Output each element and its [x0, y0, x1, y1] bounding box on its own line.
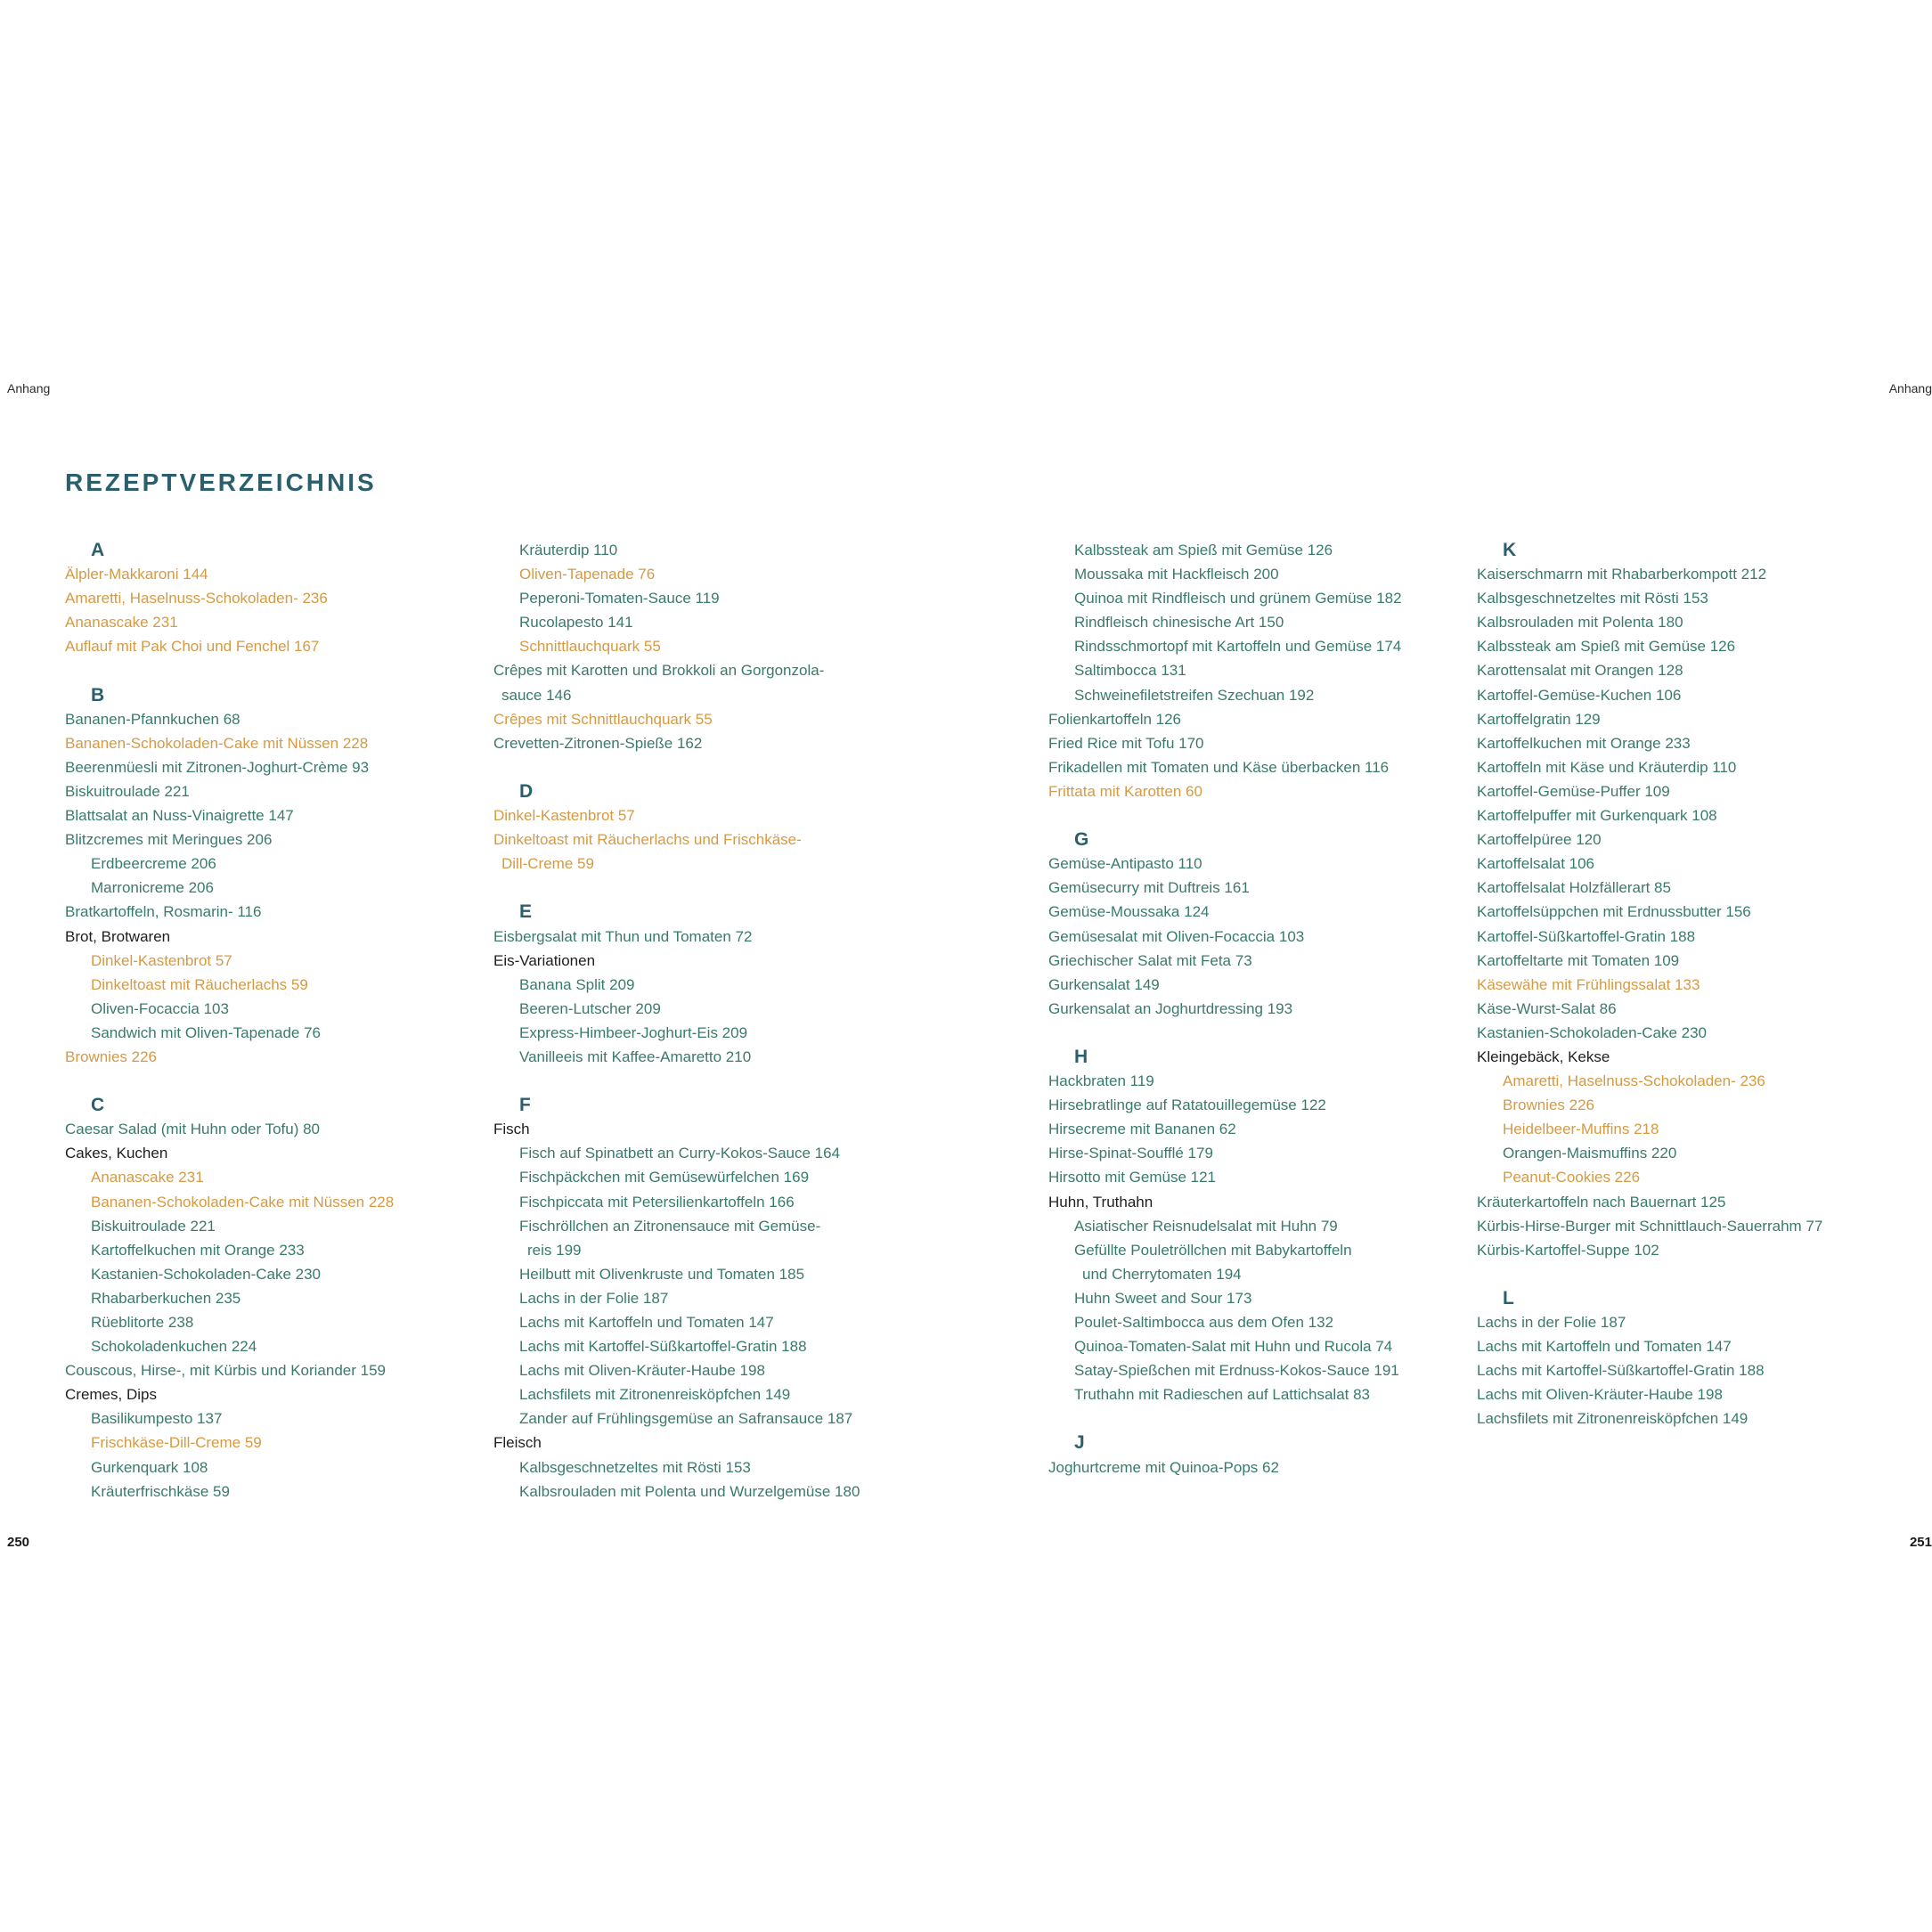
index-entry: Kartoffelsüppchen mit Erdnussbutter 156 — [1477, 903, 1751, 921]
running-head-right: Anhang — [1888, 381, 1932, 395]
index-entry: Basilikumpesto 137 — [91, 1410, 223, 1428]
index-entry: Kartoffel-Gemüse-Kuchen 106 — [1477, 686, 1682, 704]
index-category: Cremes, Dips — [65, 1386, 157, 1404]
section-spacer — [493, 1069, 903, 1093]
section-spacer — [1048, 1021, 1458, 1045]
index-entry: Satay-Spießchen mit Erdnuss-Kokos-Sauce 191 — [1074, 1362, 1399, 1380]
index-entry: sauce 146 — [501, 686, 572, 704]
index-entry: Quinoa-Tomaten-Salat mit Huhn und Rucola 74 — [1074, 1338, 1393, 1356]
index-entry: Sandwich mit Oliven-Tapenade 76 — [91, 1023, 321, 1041]
index-entry: Rüeblitorte 238 — [91, 1314, 194, 1331]
index-entry: Oliven-Focaccia 103 — [91, 999, 229, 1017]
index-entry: Kartoffelsalat Holzfällerart 85 — [1477, 879, 1671, 897]
index-entry: Kartoffelsalat 106 — [1477, 855, 1594, 873]
index-entry: Rucolapesto 141 — [519, 614, 633, 632]
index-entry: Hirsecreme mit Bananen 62 — [1048, 1121, 1236, 1138]
index-entry: Kartoffelgratin 129 — [1477, 710, 1601, 728]
index-entry: Rindfleisch chinesische Art 150 — [1074, 614, 1284, 632]
index-entry: Lachsfilets mit Zitronenreisköpfchen 149 — [519, 1386, 791, 1404]
index-entry: Lachsfilets mit Zitronenreisköpfchen 149 — [1477, 1410, 1749, 1428]
index-entry: Kartoffelpüree 120 — [1477, 831, 1602, 849]
index-entry: Rhabarberkuchen 235 — [91, 1289, 241, 1307]
index-entry: Rindsschmortopf mit Kartoffeln und Gemüse 174 — [1074, 638, 1402, 656]
page-number-left: 250 — [7, 1535, 30, 1550]
index-entry: Kaiserschmarrn mit Rhabarberkompott 212 — [1477, 566, 1767, 583]
index-entry: Lachs mit Kartoffeln und Tomaten 147 — [1477, 1338, 1732, 1356]
index-entry: Fischröllchen an Zitronensauce mit Gemüse- — [519, 1217, 821, 1235]
index-entry: Beerenmüesli mit Zitronen-Joghurt-Crème 93 — [65, 758, 370, 776]
section-letter: J — [1074, 1432, 1085, 1454]
index-entry: Crêpes mit Karotten und Brokkoli an Gorgonzola- — [493, 662, 825, 680]
index-entry: Gemüse-Moussaka 124 — [1048, 903, 1210, 921]
index-entry: Express-Himbeer-Joghurt-Eis 209 — [519, 1023, 748, 1041]
index-entry: Dinkel-Kastenbrot 57 — [91, 951, 232, 969]
index-entry: Kartoffel-Gemüse-Puffer 109 — [1477, 782, 1670, 800]
running-head-left: Anhang — [7, 381, 51, 395]
index-entry: Crevetten-Zitronen-Spieße 162 — [493, 734, 703, 752]
index-entry: Beeren-Lutscher 209 — [519, 999, 661, 1017]
index-entry: Oliven-Tapenade 76 — [519, 566, 656, 583]
index-entry: Kartoffelkuchen mit Orange 233 — [91, 1241, 305, 1259]
index-entry: Hackbraten 119 — [1048, 1072, 1154, 1090]
index-entry: Truthahn mit Radieschen auf Lattichsalat 83 — [1074, 1386, 1371, 1404]
index-entry: Amaretti, Haselnuss-Schokoladen- 236 — [1503, 1072, 1765, 1090]
index-entry: Heilbutt mit Olivenkruste und Tomaten 185 — [519, 1265, 805, 1283]
index-entry: Huhn Sweet and Sour 173 — [1074, 1289, 1252, 1307]
index-entry: Moussaka mit Hackfleisch 200 — [1074, 566, 1279, 583]
index-entry: Karottensalat mit Orangen 128 — [1477, 662, 1683, 680]
index-entry: Bananen-Schokoladen-Cake mit Nüssen 228 — [65, 734, 369, 752]
index-entry: Kalbssteak am Spieß mit Gemüse 126 — [1074, 542, 1333, 558]
index-entry: Lachs mit Oliven-Kräuter-Haube 198 — [519, 1362, 765, 1380]
section-letter: C — [91, 1095, 105, 1116]
index-entry: Gemüse-Antipasto 110 — [1048, 855, 1202, 873]
index-entry: Biskuitroulade 221 — [65, 782, 190, 800]
index-entry: Banana Split 209 — [519, 975, 635, 993]
index-entry: Kartoffeln mit Käse und Kräuterdip 110 — [1477, 758, 1737, 776]
index-category: Huhn, Truthahn — [1048, 1193, 1153, 1211]
section-spacer — [1048, 1406, 1458, 1431]
index-entry: Kalbsrouladen mit Polenta 180 — [1477, 614, 1683, 632]
index-entry: Marronicreme 206 — [91, 879, 214, 897]
index-entry: Fischpäckchen mit Gemüsewürfelchen 169 — [519, 1169, 810, 1186]
index-entry: Eisbergsalat mit Thun und Tomaten 72 — [493, 927, 753, 945]
index-entry: Hirsebratlinge auf Ratatouillegemüse 122 — [1048, 1096, 1326, 1114]
index-column-4 — [1477, 538, 1887, 1431]
index-entry: Lachs mit Kartoffeln und Tomaten 147 — [519, 1314, 774, 1331]
index-entry: Kartoffelkuchen mit Orange 233 — [1477, 734, 1691, 752]
index-entry: Blattsalat an Nuss-Vinaigrette 147 — [65, 807, 294, 825]
index-entry: Bratkartoffeln, Rosmarin- 116 — [65, 903, 262, 921]
index-entry: Biskuitroulade 221 — [91, 1217, 216, 1235]
section-letter: E — [519, 901, 533, 923]
index-entry: Kalbsgeschnetzeltes mit Rösti 153 — [519, 1458, 751, 1476]
section-spacer — [493, 876, 903, 900]
index-entry: Gurkensalat an Joghurtdressing 193 — [1048, 999, 1293, 1017]
index-entry: Gurkenquark 108 — [91, 1458, 208, 1476]
index-entry: Dinkel-Kastenbrot 57 — [493, 807, 635, 825]
section-letter: L — [1503, 1287, 1514, 1308]
index-entry: Frischkäse-Dill-Creme 59 — [91, 1434, 262, 1452]
index-entry: Lachs mit Kartoffel-Süßkartoffel-Gratin 188 — [519, 1338, 807, 1356]
section-spacer — [1477, 1262, 1887, 1286]
index-entry: Ananascake 231 — [91, 1169, 204, 1186]
index-entry: Schokoladenkuchen 224 — [91, 1338, 257, 1356]
index-entry: Kartoffelpuffer mit Gurkenquark 108 — [1477, 807, 1717, 825]
index-entry: Gemüsesalat mit Oliven-Focaccia 103 — [1048, 927, 1305, 945]
section-spacer — [65, 1069, 475, 1093]
index-entry: Älpler-Makkaroni 144 — [65, 566, 208, 583]
index-category: Fleisch — [493, 1434, 542, 1452]
index-entry: Saltimbocca 131 — [1074, 662, 1186, 680]
index-category: Fisch — [493, 1121, 530, 1138]
index-entry: Joghurtcreme mit Quinoa-Pops 62 — [1048, 1458, 1279, 1476]
index-entry: Hirse-Spinat-Soufflé 179 — [1048, 1145, 1213, 1162]
index-entry: Lachs mit Oliven-Kräuter-Haube 198 — [1477, 1386, 1723, 1404]
index-entry: Fischpiccata mit Petersilienkartoffeln 166 — [519, 1193, 795, 1211]
index-category: Eis-Variationen — [493, 951, 596, 969]
index-entry: Asiatischer Reisnudelsalat mit Huhn 79 — [1074, 1217, 1338, 1235]
index-entry: Lachs in der Folie 187 — [519, 1289, 669, 1307]
index-entry: Kartoffel-Süßkartoffel-Gratin 188 — [1477, 927, 1696, 945]
index-entry: und Cherrytomaten 194 — [1082, 1265, 1242, 1283]
index-entry: reis 199 — [527, 1241, 582, 1259]
index-entry: Vanilleeis mit Kaffee-Amaretto 210 — [519, 1048, 752, 1065]
index-entry: Hirsotto mit Gemüse 121 — [1048, 1169, 1217, 1186]
index-column-1 — [65, 538, 475, 1504]
index-entry: Poulet-Saltimbocca aus dem Ofen 132 — [1074, 1314, 1334, 1331]
index-entry: Peanut-Cookies 226 — [1503, 1169, 1641, 1186]
index-entry: Kalbsgeschnetzeltes mit Rösti 153 — [1477, 590, 1708, 607]
index-column-3 — [1048, 538, 1458, 1480]
index-entry: Dinkeltoast mit Räucherlachs 59 — [91, 975, 308, 993]
index-category: Brot, Brotwaren — [65, 927, 171, 945]
section-spacer — [1048, 803, 1458, 827]
page-title: REZEPTVERZEICHNIS — [65, 469, 377, 496]
index-entry: Gefüllte Pouletröllchen mit Babykartoffeln — [1074, 1241, 1352, 1259]
index-entry: Brownies 226 — [1503, 1096, 1595, 1114]
section-letter: F — [519, 1095, 531, 1116]
index-entry: Schweinefiletstreifen Szechuan 192 — [1074, 686, 1315, 704]
index-entry: Kürbis-Kartoffel-Suppe 102 — [1477, 1241, 1659, 1259]
index-entry: Amaretti, Haselnuss-Schokoladen- 236 — [65, 590, 328, 607]
index-entry: Folienkartoffeln 126 — [1048, 710, 1182, 728]
index-entry: Kürbis-Hirse-Burger mit Schnittlauch-Sauerrahm 77 — [1477, 1217, 1823, 1235]
index-entry: Kartoffeltarte mit Tomaten 109 — [1477, 951, 1680, 969]
index-entry: Peperoni-Tomaten-Sauce 119 — [519, 590, 720, 607]
index-entry: Crêpes mit Schnittlauchquark 55 — [493, 710, 713, 728]
section-letter: G — [1074, 829, 1089, 851]
index-entry: Kastanien-Schokoladen-Cake 230 — [1477, 1023, 1708, 1041]
index-entry: Zander auf Frühlingsgemüse an Safransauce 187 — [519, 1410, 853, 1428]
index-category: Kleingebäck, Kekse — [1477, 1048, 1610, 1065]
index-entry: Kräuterkartoffeln nach Bauernart 125 — [1477, 1193, 1726, 1211]
index-entry: Orangen-Maismuffins 220 — [1503, 1145, 1677, 1162]
index-entry: Schnittlauchquark 55 — [519, 638, 661, 656]
index-entry: Gurkensalat 149 — [1048, 975, 1160, 993]
index-entry: Gemüsecurry mit Duftreis 161 — [1048, 879, 1250, 897]
index-entry: Dinkeltoast mit Räucherlachs und Frischkäse- — [493, 831, 802, 849]
page-number-right: 251 — [1909, 1535, 1932, 1550]
index-entry: Fried Rice mit Tofu 170 — [1048, 734, 1204, 752]
index-entry: Heidelbeer-Muffins 218 — [1503, 1121, 1659, 1138]
index-entry: Käse-Wurst-Salat 86 — [1477, 999, 1617, 1017]
index-entry: Blitzcremes mit Meringues 206 — [65, 831, 273, 849]
index-entry: Käsewähe mit Frühlingssalat 133 — [1477, 975, 1700, 993]
index-entry: Erdbeercreme 206 — [91, 855, 216, 873]
index-entry: Kalbsrouladen mit Polenta und Wurzelgemüse 180 — [519, 1482, 860, 1500]
index-entry: Brownies 226 — [65, 1048, 158, 1065]
index-entry: Dill-Creme 59 — [501, 855, 594, 873]
index-entry: Frittata mit Karotten 60 — [1048, 782, 1202, 800]
section-letter: B — [91, 684, 105, 705]
index-entry: Lachs mit Kartoffel-Süßkartoffel-Gratin 188 — [1477, 1362, 1765, 1380]
index-entry: Fisch auf Spinatbett an Curry-Kokos-Sauce 164 — [519, 1145, 841, 1162]
section-spacer — [65, 658, 475, 682]
index-entry: Bananen-Schokoladen-Cake mit Nüssen 228 — [91, 1193, 395, 1211]
section-letter: H — [1074, 1046, 1088, 1067]
index-entry: Frikadellen mit Tomaten und Käse überbacken 116 — [1048, 758, 1390, 776]
section-letter: D — [519, 780, 534, 802]
index-entry: Ananascake 231 — [65, 614, 178, 632]
index-entry: Auflauf mit Pak Choi und Fenchel 167 — [65, 638, 320, 656]
index-entry: Quinoa mit Rindfleisch und grünem Gemüse 182 — [1074, 590, 1402, 607]
index-entry: Kräuterfrischkäse 59 — [91, 1482, 230, 1500]
index-category: Cakes, Kuchen — [65, 1145, 168, 1162]
index-entry: Kräuterdip 110 — [519, 542, 618, 558]
index-column-2 — [493, 538, 903, 1504]
index-entry: Kalbssteak am Spieß mit Gemüse 126 — [1477, 638, 1736, 656]
index-entry: Couscous, Hirse-, mit Kürbis und Koriander 159 — [65, 1362, 386, 1380]
section-spacer — [493, 755, 903, 779]
index-entry: Griechischer Salat mit Feta 73 — [1048, 951, 1252, 969]
section-letter: K — [1503, 540, 1517, 560]
index-entry: Caesar Salad (mit Huhn oder Tofu) 80 — [65, 1121, 321, 1138]
index-entry: Bananen-Pfannkuchen 68 — [65, 710, 240, 728]
section-letter: A — [91, 540, 105, 560]
index-entry: Kastanien-Schokoladen-Cake 230 — [91, 1265, 322, 1283]
index-entry: Lachs in der Folie 187 — [1477, 1314, 1626, 1331]
